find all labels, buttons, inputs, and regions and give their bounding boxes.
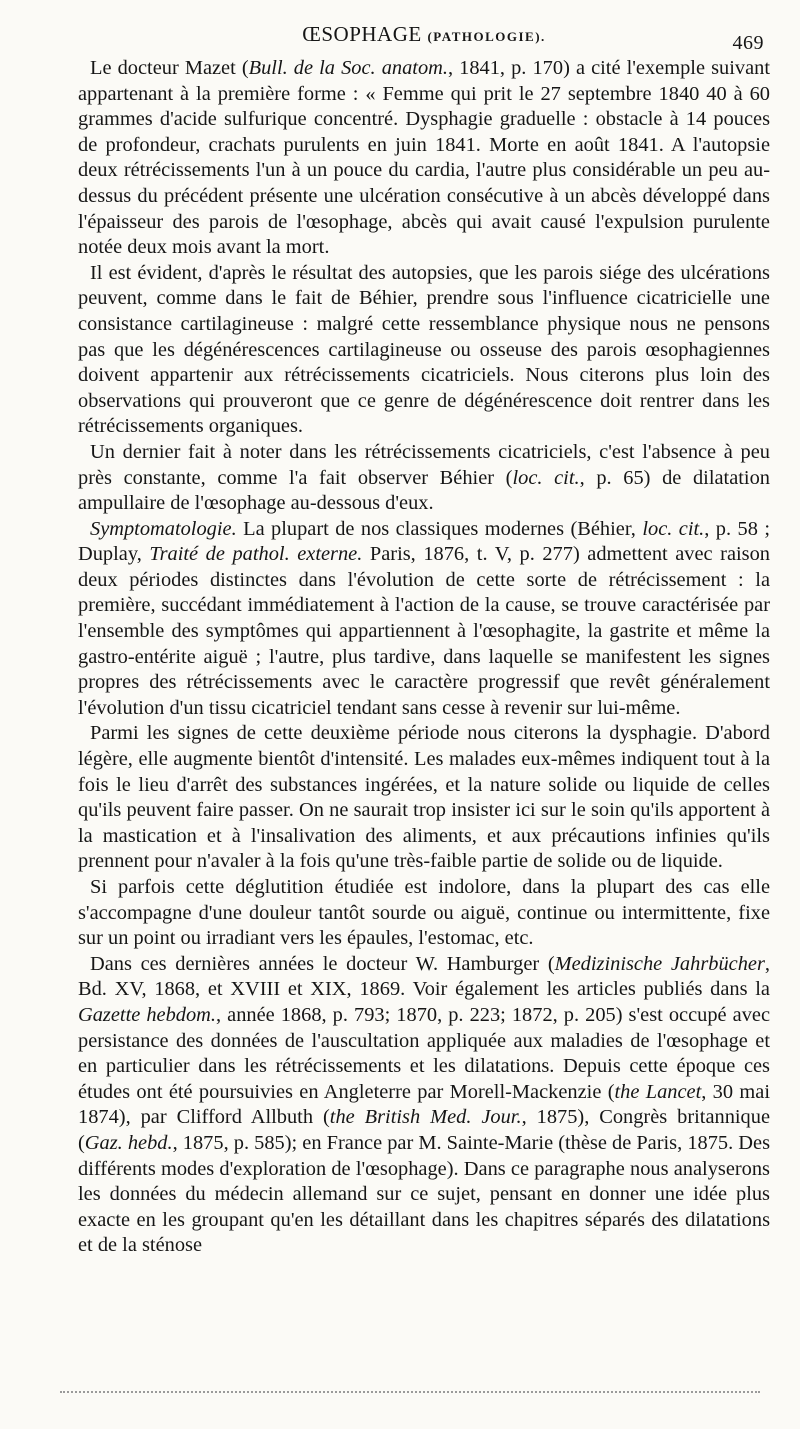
text-run: Paris, 1876, t. V, p. 277) admettent avec raison deux périodes distinctes dans l'évolution de cette sorte de rétrécissement : la première, succédant immédiatement à l'action de la cause, se trouve caractérisée par l'ensemble des symptômes qui appartiennent à l'œsophagite, la gastrite et même la gastro-entérite aiguë ; l'autre, plus tardive, dans laquelle se manifestent les signes propres des rétrécissements avec le caractère progressif que revêt généralement l'évolution d'un tissu cicatriciel tendant sans cesse à revenir sur lui-même. (78, 543, 770, 719)
header-title: ŒSOPHAGE (302, 22, 422, 46)
text-run: Il est évident, d'après le résultat des autopsies, que les parois siége des ulcérations peuvent, comme dans le fait de Béhier, prendre sous l'influence cicatricielle une consistance cartilagineuse : malgré cette ressemblance physique nous ne pensons pas que les dégénérescences cartilagineuse ou osseuse des parois œsophagiennes doivent appartenir aux rétrécissements cicatriciels. Nous citerons plus loin des observations qui prouveront que ce genre de dégénérescence doit rentrer dans les rétrécissements organiques. (78, 261, 770, 438)
body-text (78, 56, 770, 1259)
page-number: 469 (732, 32, 764, 54)
italic-run: Symptomatologie. (90, 517, 237, 540)
book-page (78, 22, 770, 1259)
text-run: Si parfois cette déglutition étudiée est indolore, dans la plupart des cas elle s'accompagne d'une douleur tantôt sourde ou aiguë, continue ou intermittente, fixe sur un point ou irradiant vers les épaules, l'estomac, etc. (78, 876, 770, 950)
italic-run: Bull. de la Soc. anatom. (248, 57, 448, 79)
bottom-divider (60, 1391, 760, 1393)
text-run: , p. 65) de dilatation ampullaire de l'œsophage au-dessous d'eux. (78, 466, 770, 515)
paragraph (78, 440, 770, 517)
text-run: , année 1868, p. 793; 1870, p. 223; 1872, p. 205) s'est occupé avec persistance des données de l'auscultation appliquée aux maladies de l'œsophage et en particulier dans les rétrécissements et les dilatations. Depuis cette époque ces études ont été poursuivies en Angleterre par Morell-Mackenzie ( (78, 1003, 770, 1103)
text-run: Le docteur Mazet ( (90, 57, 249, 79)
paragraph (78, 875, 770, 952)
paragraph (78, 56, 770, 261)
text-run: Un dernier fait à noter dans les rétrécissements cicatriciels, c'est l'absence à peu près constante, comme l'a fait observer Béhier ( (78, 440, 770, 489)
text-run: La plupart de nos classiques modernes (Béhier, (236, 517, 643, 540)
text-run: Dans ces dernières années le docteur W. Hamburger ( (90, 952, 555, 975)
text-run: , 30 mai 1874), par Clifford Allbuth ( (78, 1080, 770, 1129)
text-run: , 1875), Congrès britannique ( (78, 1106, 770, 1154)
text-run: , p. 58 ; Duplay, (78, 517, 770, 566)
italic-run: the British Med. Jour. (329, 1106, 522, 1129)
italic-run: loc. cit. (512, 466, 580, 489)
paragraph (78, 517, 770, 722)
header-subtitle: (PATHOLOGIE). (427, 29, 546, 44)
italic-run: Gazette hebdom. (78, 1003, 216, 1026)
italic-run: Traité de pathol. externe. (149, 543, 363, 566)
text-run: , 1875, p. 585); en France par M. Sainte-Marie (thèse de Paris, 1875. Des différents modes d'exploration de l'œsophage). Dans ce paragraphe nous analyserons les données du médecin allemand sur ce sujet, pensant en donner une idée plus exacte en les groupant qu'en les détaillant dans les chapitres séparés des dilatations et de la sténose (78, 1131, 771, 1257)
italic-run: Gaz. hebd. (84, 1131, 173, 1154)
italic-run: loc. cit. (642, 517, 705, 540)
running-header (78, 22, 770, 56)
italic-run: the Lancet (614, 1080, 702, 1103)
text-run: Parmi les signes de cette deuxième période nous citerons la dysphagie. D'abord légère, elle augmente bientôt d'intensité. Les malades eux-mêmes indiquent tout à la fois le lieu d'arrêt des substances ingérées, et la nature solide ou liquide de celles qu'ils peuvent faire passer. On ne saurait trop insister ici sur le soin qu'ils apportent à la mastication et à l'insalivation des aliments, et aux précautions infinies qu'ils prennent pour n'avaler à la fois qu'une très-faible partie de solide ou de liquide. (78, 722, 770, 873)
paragraph (78, 952, 770, 1259)
paragraph (78, 261, 770, 440)
paragraph (78, 721, 770, 875)
text-run: , 1841, p. 170) a cité l'exemple suivant appartenant à la première forme : « Femme qui prit le 27 septembre 1840 40 à 60 grammes d'acide sulfurique concentré. Dysphagie graduelle : obstacle à 14 pouces de profondeur, crachats purulents en juin 1841. Morte en août 1841. A l'autopsie deux rétrécissements l'un à un pouce du cardia, l'autre plus considérable un peu au-dessus du précédent présente une ulcération consécutive à un abcès développé dans l'épaisseur des parois de l'œsophage, abcès qui avait causé l'expulsion purulente notée deux mois avant la mort. (78, 57, 770, 259)
italic-run: Medizinische Jahrbücher (554, 952, 765, 975)
text-run: , Bd. XV, 1868, et XVIII et XIX, 1869. Voir également les articles publiés dans la (78, 952, 770, 1001)
